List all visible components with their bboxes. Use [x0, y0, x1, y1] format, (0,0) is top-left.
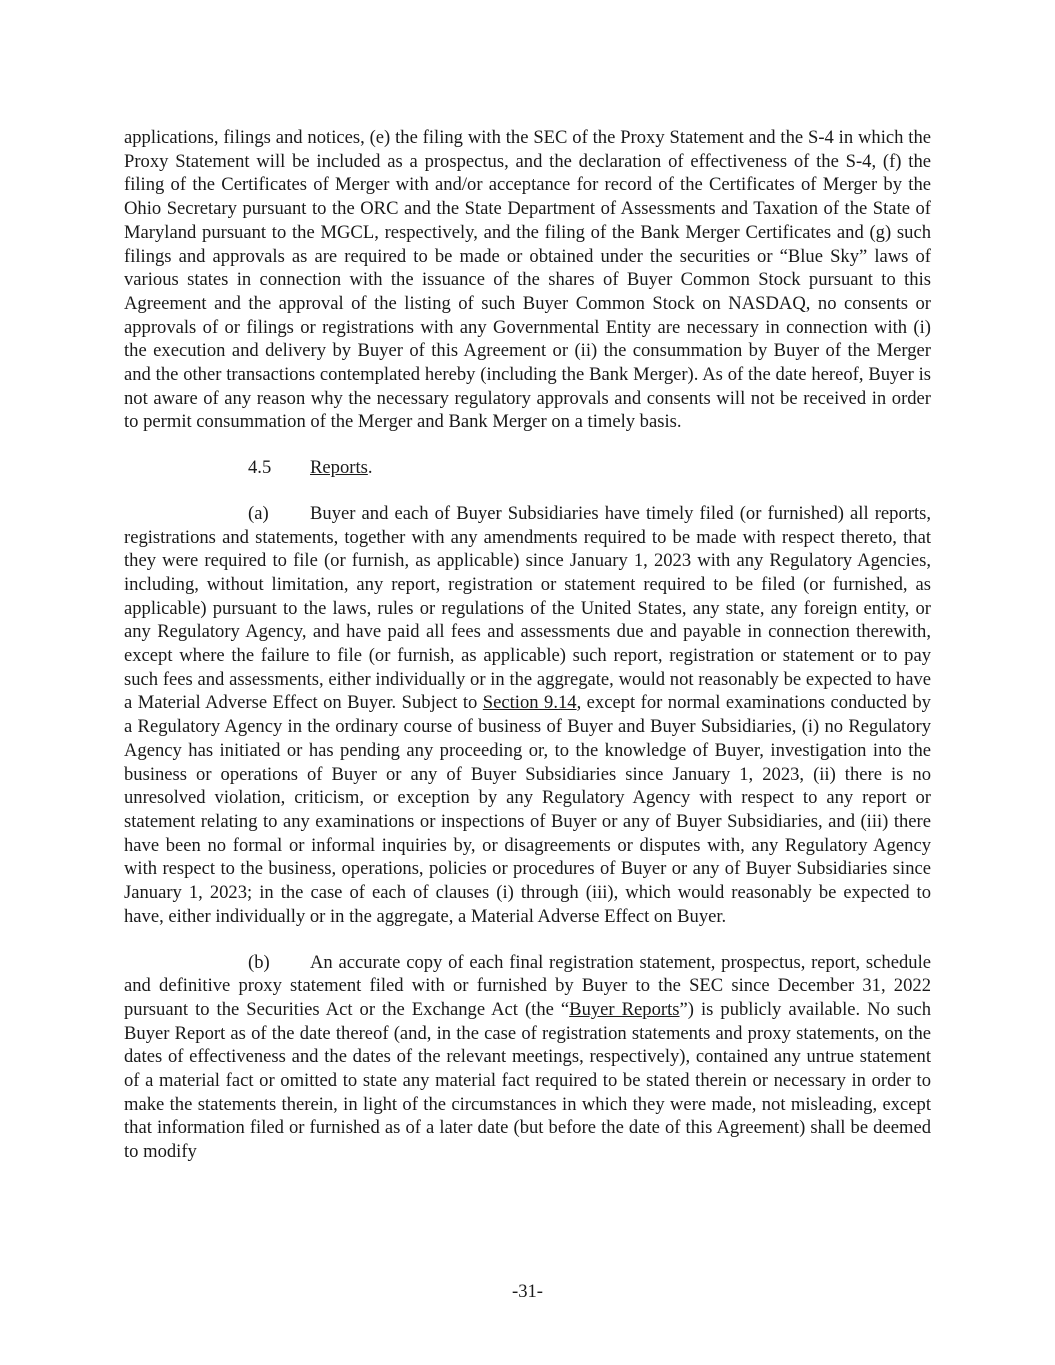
- page-number: -31-: [512, 1281, 543, 1302]
- paragraph-b-text-2: ”) is publicly available. No such Buyer Report as of the date thereof (and, in the case of registration statements and proxy statements, on the dates of effectiveness and the dates of the relevant meetings, respectively), contained any untrue statement of a material fact or omitted to state any material fact required to be stated therein or necessary in order to make the statements therein, in light of the circumstances in which they were made, not misleading, except that information filed or furnished as of a later date (but before the date of this Agreement) shall be deemed to modify: [124, 998, 932, 1163]
- intro-paragraph: applications, filings and notices, (e) the filing with the SEC of the Proxy Statement and the S-4 in which the Proxy Statement will be included as a prospectus, and the declaration of effectiveness of the S-4, (f) the filing of the Certificates of Merger with and/or acceptance for record of the Certificates of Merger by the Ohio Secretary pursuant to the ORC and the State Department of Assessments and Taxation of the State of Maryland pursuant to the MGCL, respectively, and the filing of the Bank Merger Certificates and (g) such filings and approvals as are required to be made or obtained under the securities or “Blue Sky” laws of various states in connection with the issuance of the shares of Buyer Common Stock pursuant to this Agreement and the approval of the listing of such Buyer Common Stock on NASDAQ, no consents or approvals of or filings or registrations with any Governmental Entity are necessary in connection with (i) the execution and delivery by Buyer of this Agreement or (ii) the consummation by Buyer of the Merger and the other transactions contemplated hereby (including the Bank Merger). As of the date hereof, Buyer is not aware of any reason why the necessary regulatory approvals and consents will not be received in order to permit consummation of the Merger and Bank Merger on a timely basis.: [124, 127, 931, 433]
- section-reference-link: Section 9.14: [482, 692, 577, 714]
- paragraph-b-label: (b): [248, 951, 270, 973]
- paragraph-a-label: (a): [248, 502, 269, 524]
- section-number: 4.5: [248, 457, 272, 479]
- paragraph-b: [124, 951, 931, 1164]
- paragraph-a: [124, 502, 931, 929]
- paragraph-b-text-1: An accurate copy of each final registration statement, prospectus, report, schedule and definitive proxy statement filed with or furnished by Buyer to the SEC since December 31, 2022 pursuant to the Securities Act or the Exchange Act (the “: [124, 951, 931, 1020]
- section-heading: [124, 456, 931, 480]
- paragraph-a-text-2: , except for normal examinations conducted by a Regulatory Agency in the ordinary course of business of Buyer and Buyer Subsidiaries, (i) no Regulatory Agency has initiated or has pending any proceeding or, to the knowledge of Buyer, investigation into the business or operations of Buyer or any of Buyer Subsidiaries since January 1, 2023, (ii) there is no unresolved violation, criticism, or exception by any Regulatory Agency with respect to any report or statement relating to any examinations or inspections of Buyer or any of Buyer Subsidiaries, and (iii) there have been no formal or informal inquiries by, or disagreements or disputes with, any Regulatory Agency with respect to the business, operations, policies or procedures of Buyer or any of Buyer Subsidiaries since January 1, 2023; in the case of each of clauses (i) through (iii), which would reasonably be expected to have, either individually or in the aggregate, a Material Adverse Effect on Buyer.: [124, 692, 931, 927]
- section-title-suffix: .: [367, 457, 373, 479]
- defined-term: Buyer Reports: [569, 998, 680, 1020]
- paragraph-a-text-1: Buyer and each of Buyer Subsidiaries have timely filed (or furnished) all reports, registrations and statements, together with any amendments required to be made with respect thereto, that they were required to file (or furnish, as applicable) since January 1, 2023 with any Regulatory Agencies, including, without limitation, any report, registration or statement required to be filed (or furnished, as applicable) pursuant to the laws, rules or regulations of the United States, any state, any foreign entity, or any Regulatory Agency, and have paid all fees and assessments due and payable in connection therewith, except where the failure to file (or furnish, as applicable) such report, registration or statement or to pay such fees and assessments, either individually or in the aggregate, would not reasonably be expected to have a Material Adverse Effect on Buyer. Subject to: [124, 502, 931, 714]
- section-title: Reports: [310, 457, 368, 479]
- document-page: [124, 126, 931, 1164]
